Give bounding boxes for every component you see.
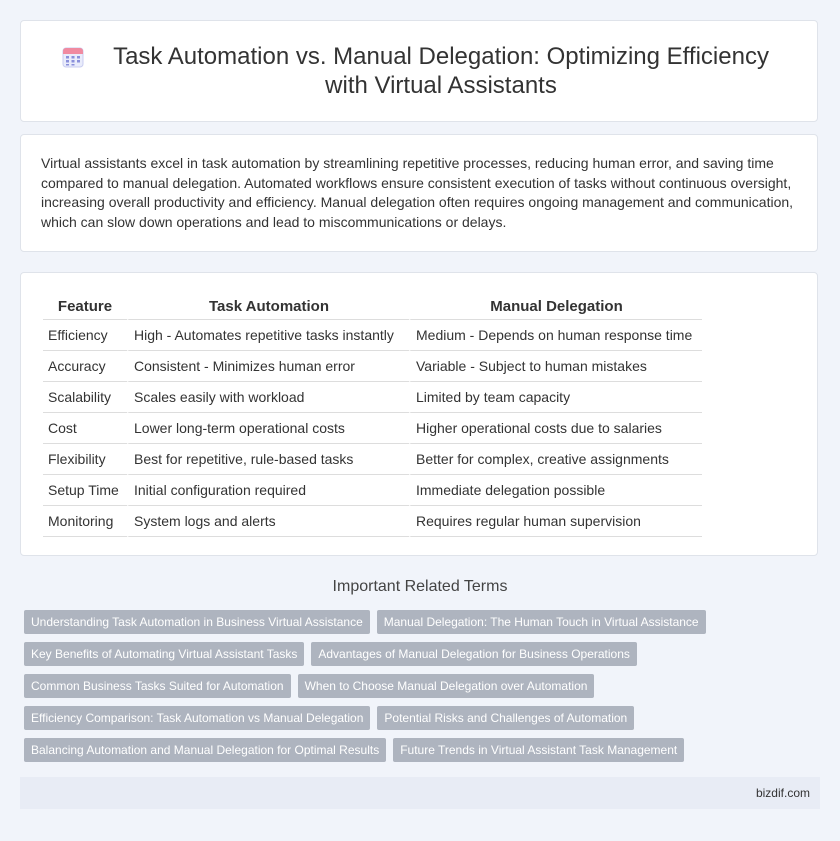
related-term-tag[interactable]: Efficiency Comparison: Task Automation vs Manual Delegation (24, 706, 370, 730)
automation-cell: System logs and alerts (127, 506, 409, 537)
automation-cell: High - Automates repetitive tasks instantly (127, 320, 409, 351)
related-terms-list (24, 610, 824, 770)
related-term-tag[interactable]: Common Business Tasks Suited for Automation (24, 674, 291, 698)
table-row (43, 351, 702, 382)
feature-cell: Efficiency (43, 320, 127, 351)
calendar-icon (62, 46, 84, 68)
page-title: Task Automation vs. Manual Delegation: Optimizing Efficiency with Virtual Assistants (113, 43, 769, 99)
header-task-automation: Task Automation (127, 293, 409, 320)
related-term-tag[interactable]: Future Trends in Virtual Assistant Task Management (393, 738, 684, 762)
delegation-cell: Variable - Subject to human mistakes (409, 351, 702, 382)
feature-cell: Flexibility (43, 444, 127, 475)
related-term-tag[interactable]: Balancing Automation and Manual Delegation for Optimal Results (24, 738, 386, 762)
comparison-card (20, 272, 818, 556)
table-row (43, 320, 702, 351)
tag-row (24, 738, 824, 762)
table-row (43, 475, 702, 506)
related-term-tag[interactable]: Potential Risks and Challenges of Automation (377, 706, 634, 730)
automation-cell: Consistent - Minimizes human error (127, 351, 409, 382)
table-header-row (43, 293, 702, 320)
feature-cell: Cost (43, 413, 127, 444)
intro-card (20, 134, 818, 252)
delegation-cell: Limited by team capacity (409, 382, 702, 413)
feature-cell: Monitoring (43, 506, 127, 537)
tag-row (24, 674, 824, 698)
automation-cell: Initial configuration required (127, 475, 409, 506)
related-term-tag[interactable]: Manual Delegation: The Human Touch in Virtual Assistance (377, 610, 706, 634)
delegation-cell: Requires regular human supervision (409, 506, 702, 537)
page-header (20, 20, 818, 122)
delegation-cell: Immediate delegation possible (409, 475, 702, 506)
related-term-tag[interactable]: Advantages of Manual Delegation for Business Operations (311, 642, 637, 666)
table-row (43, 444, 702, 475)
table-row (43, 506, 702, 537)
feature-cell: Setup Time (43, 475, 127, 506)
delegation-cell: Higher operational costs due to salaries (409, 413, 702, 444)
tag-row (24, 706, 824, 730)
delegation-cell: Medium - Depends on human response time (409, 320, 702, 351)
feature-cell: Accuracy (43, 351, 127, 382)
tag-row (24, 642, 824, 666)
table-row (43, 413, 702, 444)
header-feature: Feature (43, 293, 127, 320)
automation-cell: Best for repetitive, rule-based tasks (127, 444, 409, 475)
related-term-tag[interactable]: Key Benefits of Automating Virtual Assistant Tasks (24, 642, 304, 666)
header-manual-delegation: Manual Delegation (409, 293, 702, 320)
automation-cell: Scales easily with workload (127, 382, 409, 413)
related-terms-heading: Important Related Terms (332, 578, 508, 595)
page-footer (20, 777, 820, 809)
tag-row (24, 610, 824, 634)
feature-cell: Scalability (43, 382, 127, 413)
related-term-tag[interactable]: Understanding Task Automation in Business Virtual Assistance (24, 610, 370, 634)
related-term-tag[interactable]: When to Choose Manual Delegation over Automation (298, 674, 595, 698)
table-row (43, 382, 702, 413)
comparison-table (43, 293, 702, 537)
intro-text: Virtual assistants excel in task automation by streamlining repetitive processes, reducing human error, and saving time compared to manual delegation. Automated workflows ensure consistent execution of tasks without continuous oversight, increasing overall productivity and efficiency. Manual delegation often requires ongoing management and communication, which can slow down operations and lead to miscommunications or delays. (41, 155, 794, 230)
delegation-cell: Better for complex, creative assignments (409, 444, 702, 475)
site-link[interactable]: bizdif.com (755, 786, 810, 800)
automation-cell: Lower long-term operational costs (127, 413, 409, 444)
